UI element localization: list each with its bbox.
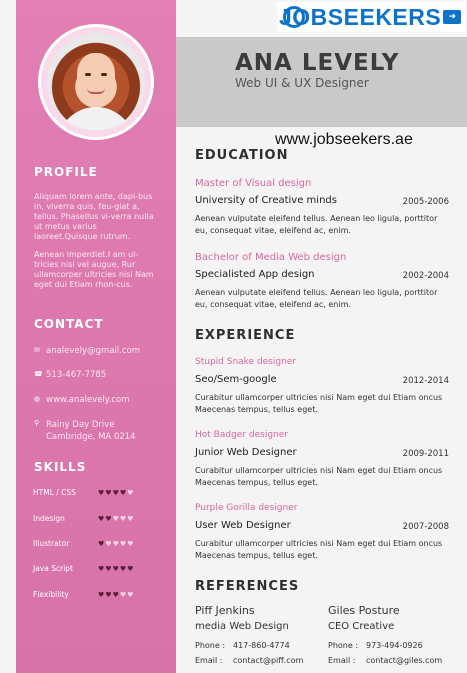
contact-website-text: www.analevely.com (46, 395, 130, 405)
skill-rating (98, 515, 134, 523)
experience-years: 2009-2011 (402, 449, 449, 459)
heart-filled-icon: ♥ (127, 565, 135, 573)
skill-name: Java Script (33, 564, 73, 573)
education-school: Specialisted App design (195, 269, 315, 280)
heart-empty-icon: ♥ (127, 540, 135, 548)
heart-empty-icon: ♥ (119, 540, 128, 548)
reference-phone (195, 641, 290, 650)
experience-description: Curabitur ullamcorper ultricies nisi Nam eget dui Etiam oncus Maecenas tempus, tellus eget. (195, 539, 443, 560)
heart-filled-icon: ♥ (98, 540, 106, 548)
reference-phone-value: 417-860-4774 (233, 641, 290, 650)
experience-years: 2007-2008 (402, 522, 449, 532)
address-line-2: Cambridge, MA 0214 (46, 432, 136, 442)
heart-filled-icon: ♥ (105, 515, 113, 523)
reference-email-value[interactable]: contact@giles.com (366, 656, 443, 665)
heart-filled-icon: ♥ (98, 515, 106, 523)
heart-empty-icon: ♥ (127, 489, 135, 497)
address-line-1: Rainy Day Drive (46, 420, 115, 430)
profile-paragraph-2: Aenean imperdiet.I am ul-tricies nisi vel augue, Rur ullamcorper ultricies nisi Nam eget dui Etiam rhon-cus. (34, 250, 154, 289)
email-label: Email : (328, 656, 356, 665)
heart-filled-icon: ♥ (105, 565, 113, 573)
education-description: Aenean vulputate eleifend tellus. Aenean leo ligula, porttitor eu, consequat vitae, eleifend ac, enim. (195, 214, 438, 235)
reference-email[interactable] (195, 656, 303, 665)
profile-photo (38, 24, 154, 140)
education-heading: EDUCATION (195, 148, 289, 163)
contact-phone[interactable] (34, 370, 106, 380)
experience-company: Stupid Snake designer (195, 357, 297, 367)
education-school: University of Creative minds (195, 195, 337, 206)
heart-filled-icon: ♥ (119, 565, 128, 573)
heart-filled-icon: ♥ (105, 489, 113, 497)
education-description: Aenean vulputate eleifend tellus. Aenean leo ligula, porttitor eu, consequat vitae, eleifend ac, enim. (195, 288, 438, 309)
website-watermark: www.jobseekers.ae (275, 131, 413, 148)
heart-empty-icon: ♥ (119, 515, 128, 523)
reference-name: Piff Jenkins (195, 604, 255, 617)
jobseekers-logo (277, 2, 465, 32)
experience-title: User Web Designer (195, 520, 291, 531)
location-icon: ⚲ (34, 419, 40, 427)
experience-years: 2012-2014 (402, 376, 449, 386)
skill-rating (98, 489, 134, 497)
heart-filled-icon: ♥ (98, 565, 106, 573)
skill-rating (98, 540, 134, 548)
heart-filled-icon: ♥ (98, 591, 106, 599)
phone-label: Phone : (195, 641, 226, 650)
reference-role: CEO Creative (328, 621, 395, 632)
contact-website[interactable] (34, 395, 129, 405)
education-years: 2002-2004 (402, 271, 449, 281)
heart-empty-icon: ♥ (112, 540, 120, 548)
heart-filled-icon: ♥ (112, 591, 120, 599)
candidate-role: Web UI & UX Designer (235, 76, 369, 90)
education-years: 2005-2006 (402, 197, 449, 207)
heart-filled-icon: ♥ (98, 489, 106, 497)
references-heading: REFERENCES (195, 579, 300, 594)
skill-name: Flexibility (33, 590, 69, 599)
reference-name: Giles Posture (328, 604, 400, 617)
heart-empty-icon: ♥ (105, 540, 113, 548)
email-label: Email : (195, 656, 223, 665)
skill-rating (98, 565, 134, 573)
experience-heading: EXPERIENCE (195, 328, 296, 343)
reference-email-value[interactable]: contact@piff.com (233, 656, 304, 665)
contact-phone-text: 513-467-7785 (46, 370, 107, 380)
candidate-name: ANA LEVELY (235, 50, 400, 76)
heart-empty-icon: ♥ (127, 591, 135, 599)
reference-role: media Web Design (195, 621, 289, 632)
portrait-image (47, 33, 145, 131)
skill-name: Illustrator (33, 539, 70, 548)
heart-filled-icon: ♥ (112, 489, 120, 497)
skill-name: Indesign (33, 514, 65, 523)
profile-paragraph-1: Aliquam lorem ante, dapi-bus in, viverra quis, feu-giat a, tellus. Phasellus vi-verra nulla ut metus varius laoreet.Quisque rutrum. (34, 192, 154, 241)
experience-description: Curabitur ullamcorper ultricies nisi Nam eget dui Etiam oncus Maecenas tempus, tellus eget. (195, 466, 443, 487)
experience-company: Purple Gorilla designer (195, 503, 298, 513)
mail-icon: ✉ (34, 346, 40, 354)
heart-filled-icon: ♥ (112, 565, 120, 573)
reference-phone (328, 641, 423, 650)
arrow-icon: ➜ (443, 10, 461, 24)
heart-filled-icon: ♥ (105, 591, 113, 599)
skills-heading: SKILLS (34, 460, 87, 474)
heart-empty-icon: ♥ (127, 515, 135, 523)
contact-address (34, 419, 136, 443)
magnifier-icon (283, 6, 305, 28)
heart-empty-icon: ♥ (119, 591, 128, 599)
experience-title: Junior Web Designer (195, 447, 297, 458)
globe-icon: ◍ (34, 395, 41, 403)
contact-email-text: analevely@gmail.com (46, 346, 141, 356)
contact-email[interactable] (34, 346, 140, 356)
profile-heading: PROFILE (34, 165, 98, 179)
phone-icon: ☎ (34, 370, 43, 378)
reference-email[interactable] (328, 656, 442, 665)
experience-company: Hot Badger designer (195, 430, 288, 440)
logo-text: JOBSEEKERS (279, 3, 442, 30)
experience-description: Curabitur ullamcorper ultricies nisi Nam eget dui Etiam oncus Maecenas tempus, tellus eget. (195, 393, 443, 414)
skill-rating (98, 591, 134, 599)
phone-label: Phone : (328, 641, 359, 650)
education-degree: Master of Visual design (195, 178, 312, 189)
experience-title: Seo/Sem-google (195, 374, 277, 385)
skill-name: HTML / CSS (33, 488, 76, 497)
contact-heading: CONTACT (34, 317, 104, 331)
heart-empty-icon: ♥ (112, 515, 120, 523)
reference-phone-value: 973-494-0926 (366, 641, 423, 650)
education-degree: Bachelor of Media Web design (195, 252, 347, 263)
heart-filled-icon: ♥ (119, 489, 128, 497)
